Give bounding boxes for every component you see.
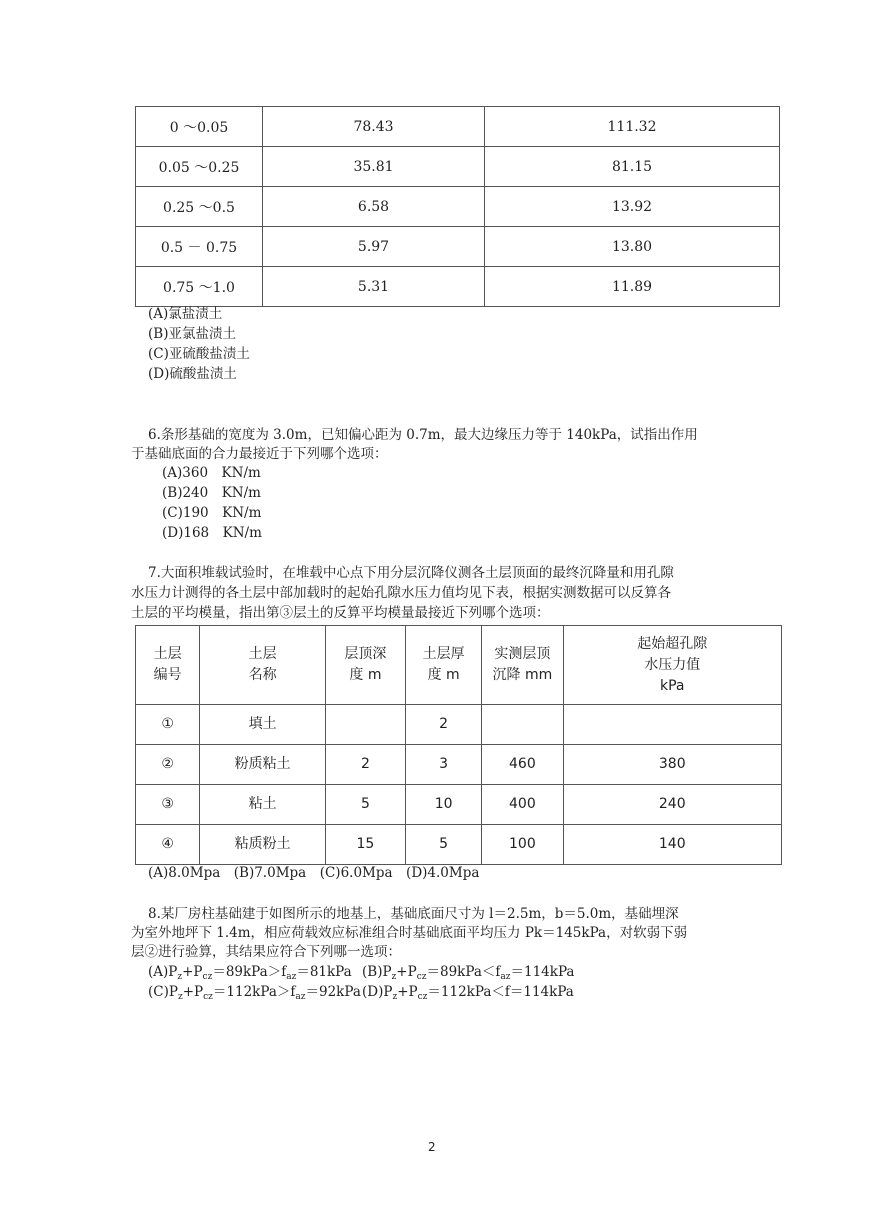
- table-cell: [325, 705, 405, 745]
- salt-soil-table: [135, 106, 780, 307]
- table-cell: 78.43: [263, 107, 485, 147]
- column-header-line: 土层: [248, 646, 277, 662]
- table-cell: 0.05 ～0.25: [136, 147, 263, 187]
- table-cell: 400: [482, 785, 563, 825]
- q8-stem-line3: 层②进行验算，其结果应符合下列哪一选项：: [131, 944, 401, 960]
- table-cell: 填土: [200, 705, 326, 745]
- q5-option-a: (A)氯盐渍土: [148, 306, 223, 322]
- table-cell: 100: [482, 825, 563, 865]
- table-cell: 5: [406, 825, 482, 865]
- table-cell: 2: [325, 745, 405, 785]
- table-cell: 111.32: [485, 107, 780, 147]
- table-cell: 35.81: [263, 147, 485, 187]
- table-cell: 13.92: [485, 187, 780, 227]
- table-row: [136, 745, 782, 785]
- table-cell: [563, 705, 781, 745]
- column-header-line: 度 m: [349, 667, 382, 683]
- table-cell: ④: [136, 825, 200, 865]
- page-number: 2: [428, 1140, 436, 1154]
- q6-option-a: (A)360 KN/m: [162, 465, 261, 481]
- q6-option-b: (B)240 KN/m: [162, 485, 261, 501]
- q6-stem-line2: 于基础底面的合力最接近于下列哪个选项：: [131, 446, 388, 462]
- table-row: [136, 107, 780, 147]
- column-header-line: 土层: [153, 646, 182, 662]
- column-header: [482, 626, 563, 705]
- q6-stem-line1: 6.条形基础的宽度为 3.0m，已知偏心距为 0.7m，最大边缘压力等于 140kPa，试指出作用: [148, 427, 698, 443]
- q8-option-b: $(B)P_z+P_{cz}=89kPa<f_{az}=114kPa$: [362, 964, 575, 982]
- column-header: [563, 626, 781, 705]
- table-cell: 15: [325, 825, 405, 865]
- table-cell: 粘土: [200, 785, 326, 825]
- q8-stem-line1: 8.某厂房柱基础建于如图所示的地基上，基础底面尺寸为 l＝2.5m，b＝5.0m，基础埋深: [148, 906, 679, 922]
- column-header-line: 实测层顶: [494, 646, 551, 662]
- q8-stem-line2: 为室外地坪下 1.4m，相应荷载效应标准组合时基础底面平均压力 Pk＝145kPa，对软弱下弱: [131, 925, 688, 941]
- soil-layer-table: [135, 625, 782, 865]
- q5-option-d: (D)硫酸盐渍土: [148, 366, 237, 382]
- table-cell: 粘质粉土: [200, 825, 326, 865]
- column-header: [136, 626, 200, 705]
- table-cell: 13.80: [485, 227, 780, 267]
- table-cell: 2: [406, 705, 482, 745]
- table-cell: 0.5 － 0.75: [136, 227, 263, 267]
- q7-stem-line2: 水压力计测得的各土层中部加载时的起始孔隙水压力值均见下表，根据实测数据可以反算各: [131, 585, 671, 601]
- table-cell: 81.15: [485, 147, 780, 187]
- table-cell: 0.25 ～0.5: [136, 187, 263, 227]
- table-cell: 6.58: [263, 187, 485, 227]
- table-cell: 5.97: [263, 227, 485, 267]
- q8-option-c: $(C)P_z+P_{cz}=112kPa>f_{az}=92kPa$: [148, 984, 361, 1002]
- table-cell: ②: [136, 745, 200, 785]
- column-header-line: 沉降 mm: [492, 667, 553, 683]
- q7-stem-line1: 7.大面积堆载试验时，在堆载中心点下用分层沉降仪测各土层顶面的最终沉降量和用孔隙: [148, 565, 674, 581]
- column-header-line: 土层厚: [422, 646, 465, 662]
- column-header: [406, 626, 482, 705]
- table-cell: 粉质粘土: [200, 745, 326, 785]
- table-cell: 0.75 ～1.0: [136, 267, 263, 307]
- q6-option-c: (C)190 KN/m: [162, 505, 262, 521]
- table-cell: 5.31: [263, 267, 485, 307]
- table-row: [136, 267, 780, 307]
- table-cell: 0 ～0.05: [136, 107, 263, 147]
- table-cell: 460: [482, 745, 563, 785]
- table-cell: ③: [136, 785, 200, 825]
- column-header-line: 编号: [153, 667, 182, 683]
- q8-option-a: $(A)P_z+P_{cz}=89kPa>f_{az}=81kPa$: [148, 964, 352, 982]
- table-header-row: [136, 626, 782, 705]
- column-header-line: kPa: [660, 677, 685, 694]
- column-header-line: 名称: [248, 667, 277, 683]
- q6-option-d: (D)168 KN/m: [162, 525, 262, 541]
- column-header-line: 起始超孔隙: [637, 635, 708, 652]
- table-row: [136, 187, 780, 227]
- table-cell: ①: [136, 705, 200, 745]
- column-header: [200, 626, 326, 705]
- table-row: [136, 825, 782, 865]
- column-header-line: 层顶深: [344, 646, 387, 662]
- table-row: [136, 705, 782, 745]
- table-cell: 3: [406, 745, 482, 785]
- table-cell: 10: [406, 785, 482, 825]
- q7-options: (A)8.0Mpa (B)7.0Mpa (C)6.0Mpa (D)4.0Mpa: [148, 865, 480, 881]
- q5-option-b: (B)亚氯盐渍土: [148, 326, 236, 342]
- table-row: [136, 785, 782, 825]
- table-cell: [482, 705, 563, 745]
- column-header: [325, 626, 405, 705]
- table-cell: 11.89: [485, 267, 780, 307]
- table-cell: 5: [325, 785, 405, 825]
- q7-stem-line3: 土层的平均模量，指出第③层土的反算平均模量最接近下列哪个选项：: [131, 605, 550, 621]
- q8-option-d: $(D)P_z+P_{cz}=112kPa<f=114kPa$: [362, 984, 574, 1002]
- q5-option-c: (C)亚硫酸盐渍土: [148, 346, 250, 362]
- table-cell: 380: [563, 745, 781, 785]
- table-cell: 140: [563, 825, 781, 865]
- column-header-line: 水压力值: [644, 656, 701, 673]
- table-row: [136, 227, 780, 267]
- table-row: [136, 147, 780, 187]
- table-cell: 240: [563, 785, 781, 825]
- column-header-line: 度 m: [427, 667, 460, 683]
